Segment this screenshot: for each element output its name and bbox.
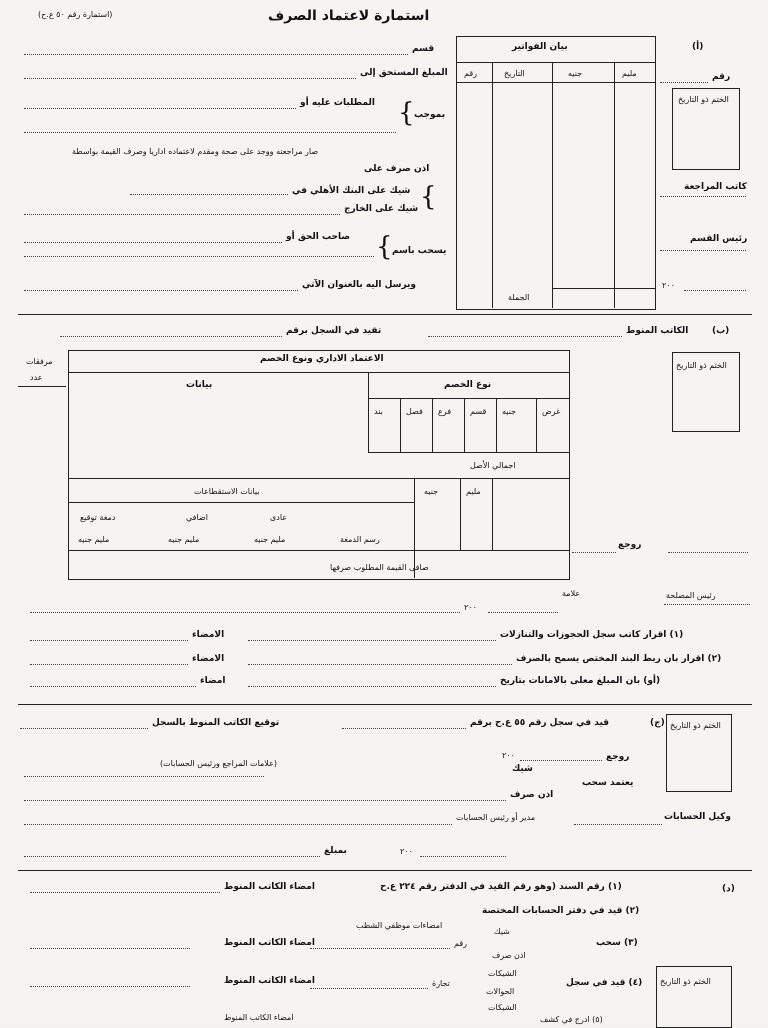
cheque-abroad-label: شيك على الخارج xyxy=(344,204,419,214)
form-number: (استمارة رقم ٥٠ ع.ح) xyxy=(38,10,113,19)
ack-3-sign: امضاء xyxy=(200,676,226,686)
number-field[interactable] xyxy=(660,82,708,83)
staff-sign-label: امضاءات موظفي الشطب xyxy=(356,921,443,930)
permit-label-d: اذن صرف xyxy=(492,951,526,960)
brace-icon: { xyxy=(420,182,437,212)
extra-label: اضافي xyxy=(186,513,208,522)
invoice-header: بيان الفواتير xyxy=(512,42,568,52)
invoice-col-number: رقم xyxy=(464,69,478,78)
deduction-col-purpose: غرض xyxy=(542,407,561,416)
permit-label: اذن صرف على xyxy=(364,164,430,174)
stamp-fee-label: رسم الدمغة xyxy=(340,535,380,544)
invoice-col-date: التاريخ xyxy=(504,69,525,78)
net-value-label: صافى القيمة المطلوب صرفها xyxy=(330,563,429,572)
deduction-col-chapter: فصل xyxy=(406,407,423,416)
agent-label-c: وكيل الحسابات xyxy=(664,812,731,822)
section-c-label: (ج) xyxy=(650,718,665,728)
section-b-label: (ب) xyxy=(712,326,730,336)
normal-label: عادى xyxy=(270,513,288,522)
date-stamp-label-c: الختم ذو التاريخ xyxy=(670,721,721,730)
clerk-sign-d-1: امضاء الكاتب المنوط xyxy=(224,882,315,892)
drawn-name-label: يسحب باسم xyxy=(392,246,447,256)
d-item-5: (٥) ادرج في كشف xyxy=(540,1015,603,1024)
clerk-sign-d-3: امضاء الكاتب المنوط xyxy=(224,938,315,948)
cheque-label-d: شيك xyxy=(494,927,510,936)
trade-label-d: تجارة xyxy=(432,979,450,988)
cheque-label-c: شيك xyxy=(512,764,533,774)
checked-label-b: روجع xyxy=(618,540,642,550)
attachments-label: مرفقات xyxy=(26,357,53,366)
ack-3-text: (أو) بان المبلغ معلى بالامانات بتاريخ xyxy=(500,676,661,686)
owner-label: صاحب الحق أو xyxy=(286,232,351,242)
reviewer-field[interactable] xyxy=(660,196,746,197)
invoice-col-millime: مليم xyxy=(622,69,637,78)
reviewer-marks-label: (علامات المراجع ورئيس الحسابات) xyxy=(160,759,277,768)
sub-col-1: مليم جنيه xyxy=(78,535,110,544)
head-of-office-label: رئيس المصلحة xyxy=(666,591,716,600)
clerk-label: الكاتب المنوط xyxy=(626,326,689,336)
amount-prefix-a: ٢٠٠ xyxy=(662,281,675,290)
number-label: رقم xyxy=(712,72,731,82)
section-divider xyxy=(18,704,752,705)
review-text: صار مراجعته ووجد على صحة ومقدم لاعتماده اداريا وصرف القيمة بواسطة xyxy=(72,147,319,156)
sub-col-2: مليم جنيه xyxy=(168,535,200,544)
amount-due-label: المبلغ المستحق إلى xyxy=(360,68,448,78)
permit-label-c: اذن صرف xyxy=(510,790,554,800)
date-stamp-label: الختم ذو التاريخ xyxy=(678,95,729,104)
brace-icon: { xyxy=(376,232,393,262)
clerk-sign-d-5: امضاء الكاتب المنوط xyxy=(224,1013,294,1022)
department-label: قسم xyxy=(412,44,435,54)
stamp-signature-label: دمغة توقيع xyxy=(80,513,116,522)
section-d-label: (د) xyxy=(722,884,735,894)
amount-prefix-b: ٢٠٠ xyxy=(464,603,477,612)
cheques-label-d-2: الشيكات xyxy=(488,1003,517,1012)
ack-2-text: (٢) اقرار بان ربط البند المختص يسمح بالصرف xyxy=(516,654,722,664)
date-stamp-label-b: الختم ذو التاريخ xyxy=(676,361,727,370)
count-label: عدد xyxy=(30,373,43,382)
d-item-1: (١) رقم السند (وهو رقم القيد في الدفتر رقم ٢٢٤ ع.ح xyxy=(380,882,622,892)
registered-label: تقيد في السجل برقم xyxy=(286,326,382,336)
invoice-total-label: الجملة xyxy=(508,293,530,302)
deduction-type-label: نوع الخصم xyxy=(444,380,492,390)
ack-2-sign: الامضاء xyxy=(192,654,225,664)
amount-c: ٢٠٠ xyxy=(502,751,515,760)
section-divider xyxy=(18,870,752,871)
date-stamp-label-d: الختم ذو التاريخ xyxy=(660,977,711,986)
admin-approval-header: الاعتماد الاداري ونوع الخصم xyxy=(260,354,384,364)
transfers-label-d: الحوالات xyxy=(486,987,515,996)
section-divider xyxy=(18,314,752,315)
mark-label: علامة xyxy=(562,589,581,598)
particulars-label: بيانات xyxy=(186,380,213,390)
checked-label-c: روجع xyxy=(606,752,630,762)
deduction-col-branch: فرع xyxy=(438,407,452,416)
number-label-d: رقم xyxy=(454,939,468,948)
sub-col-3: مليم جنيه xyxy=(254,535,286,544)
gross-total-label: اجمالي الأصل xyxy=(470,461,516,470)
d-item-3: (٣) سحب xyxy=(596,938,638,948)
department-field[interactable] xyxy=(24,54,408,55)
clerk-sign-d-4: امضاء الكاتب المنوط xyxy=(224,976,315,986)
amount-field-a[interactable] xyxy=(684,290,746,291)
cheques-label-d: الشيكات xyxy=(488,969,517,978)
cheque-ahli-label: شيك على البنك الأهلي في xyxy=(292,186,411,196)
reviewer-label: كاتب المراجعة xyxy=(684,182,747,192)
section-a-label: (أ) xyxy=(692,42,704,52)
deduction-col-item: بند xyxy=(374,407,383,416)
director-label-c: مدير أو رئيس الحسابات xyxy=(456,813,536,822)
requirements-label: المطلبات عليه أو xyxy=(300,98,375,108)
clerk-sign-label-c: توقيع الكاتب المنوط بالسجل xyxy=(152,718,280,728)
deduction-col-dept: قسم xyxy=(470,407,487,416)
amount-word-c: بمبلغ xyxy=(324,846,347,856)
money-col-pound: جنيه xyxy=(424,487,439,496)
ack-1-sign: الامضاء xyxy=(192,630,225,640)
deductions-data-label: بيانات الاستقطاعات xyxy=(194,487,260,496)
section-c-entry: قيد في سجل رقم ٥٥ ع.ح برقم xyxy=(470,718,610,728)
amount-due-field[interactable] xyxy=(24,78,356,79)
send-address-label: ويرسل اليه بالعنوان الآتي xyxy=(302,280,417,290)
amount2-c: ٢٠٠ xyxy=(400,847,413,856)
form-title: استمارة لاعتماد الصرف xyxy=(268,8,430,24)
ack-1-text: (١) اقرار كاتب سجل الحجوزات والتنازلات xyxy=(500,630,684,640)
d-item-2: (٢) قيد في دفتر الحسابات المختصة xyxy=(482,906,640,916)
invoice-col-pound: جنيه xyxy=(568,69,583,78)
deduction-col-pound: جنيه xyxy=(502,407,517,416)
approved-label-c: يعتمد سحب xyxy=(582,778,634,788)
brace-icon: { xyxy=(398,98,415,128)
by-virtue-label: بموجب xyxy=(414,110,446,120)
head-of-dept-label: رئيس القسم xyxy=(690,234,748,244)
head-of-dept-field[interactable] xyxy=(660,250,746,251)
d-item-4: (٤) قيد في سجل xyxy=(566,978,643,988)
money-col-millime: مليم xyxy=(466,487,481,496)
